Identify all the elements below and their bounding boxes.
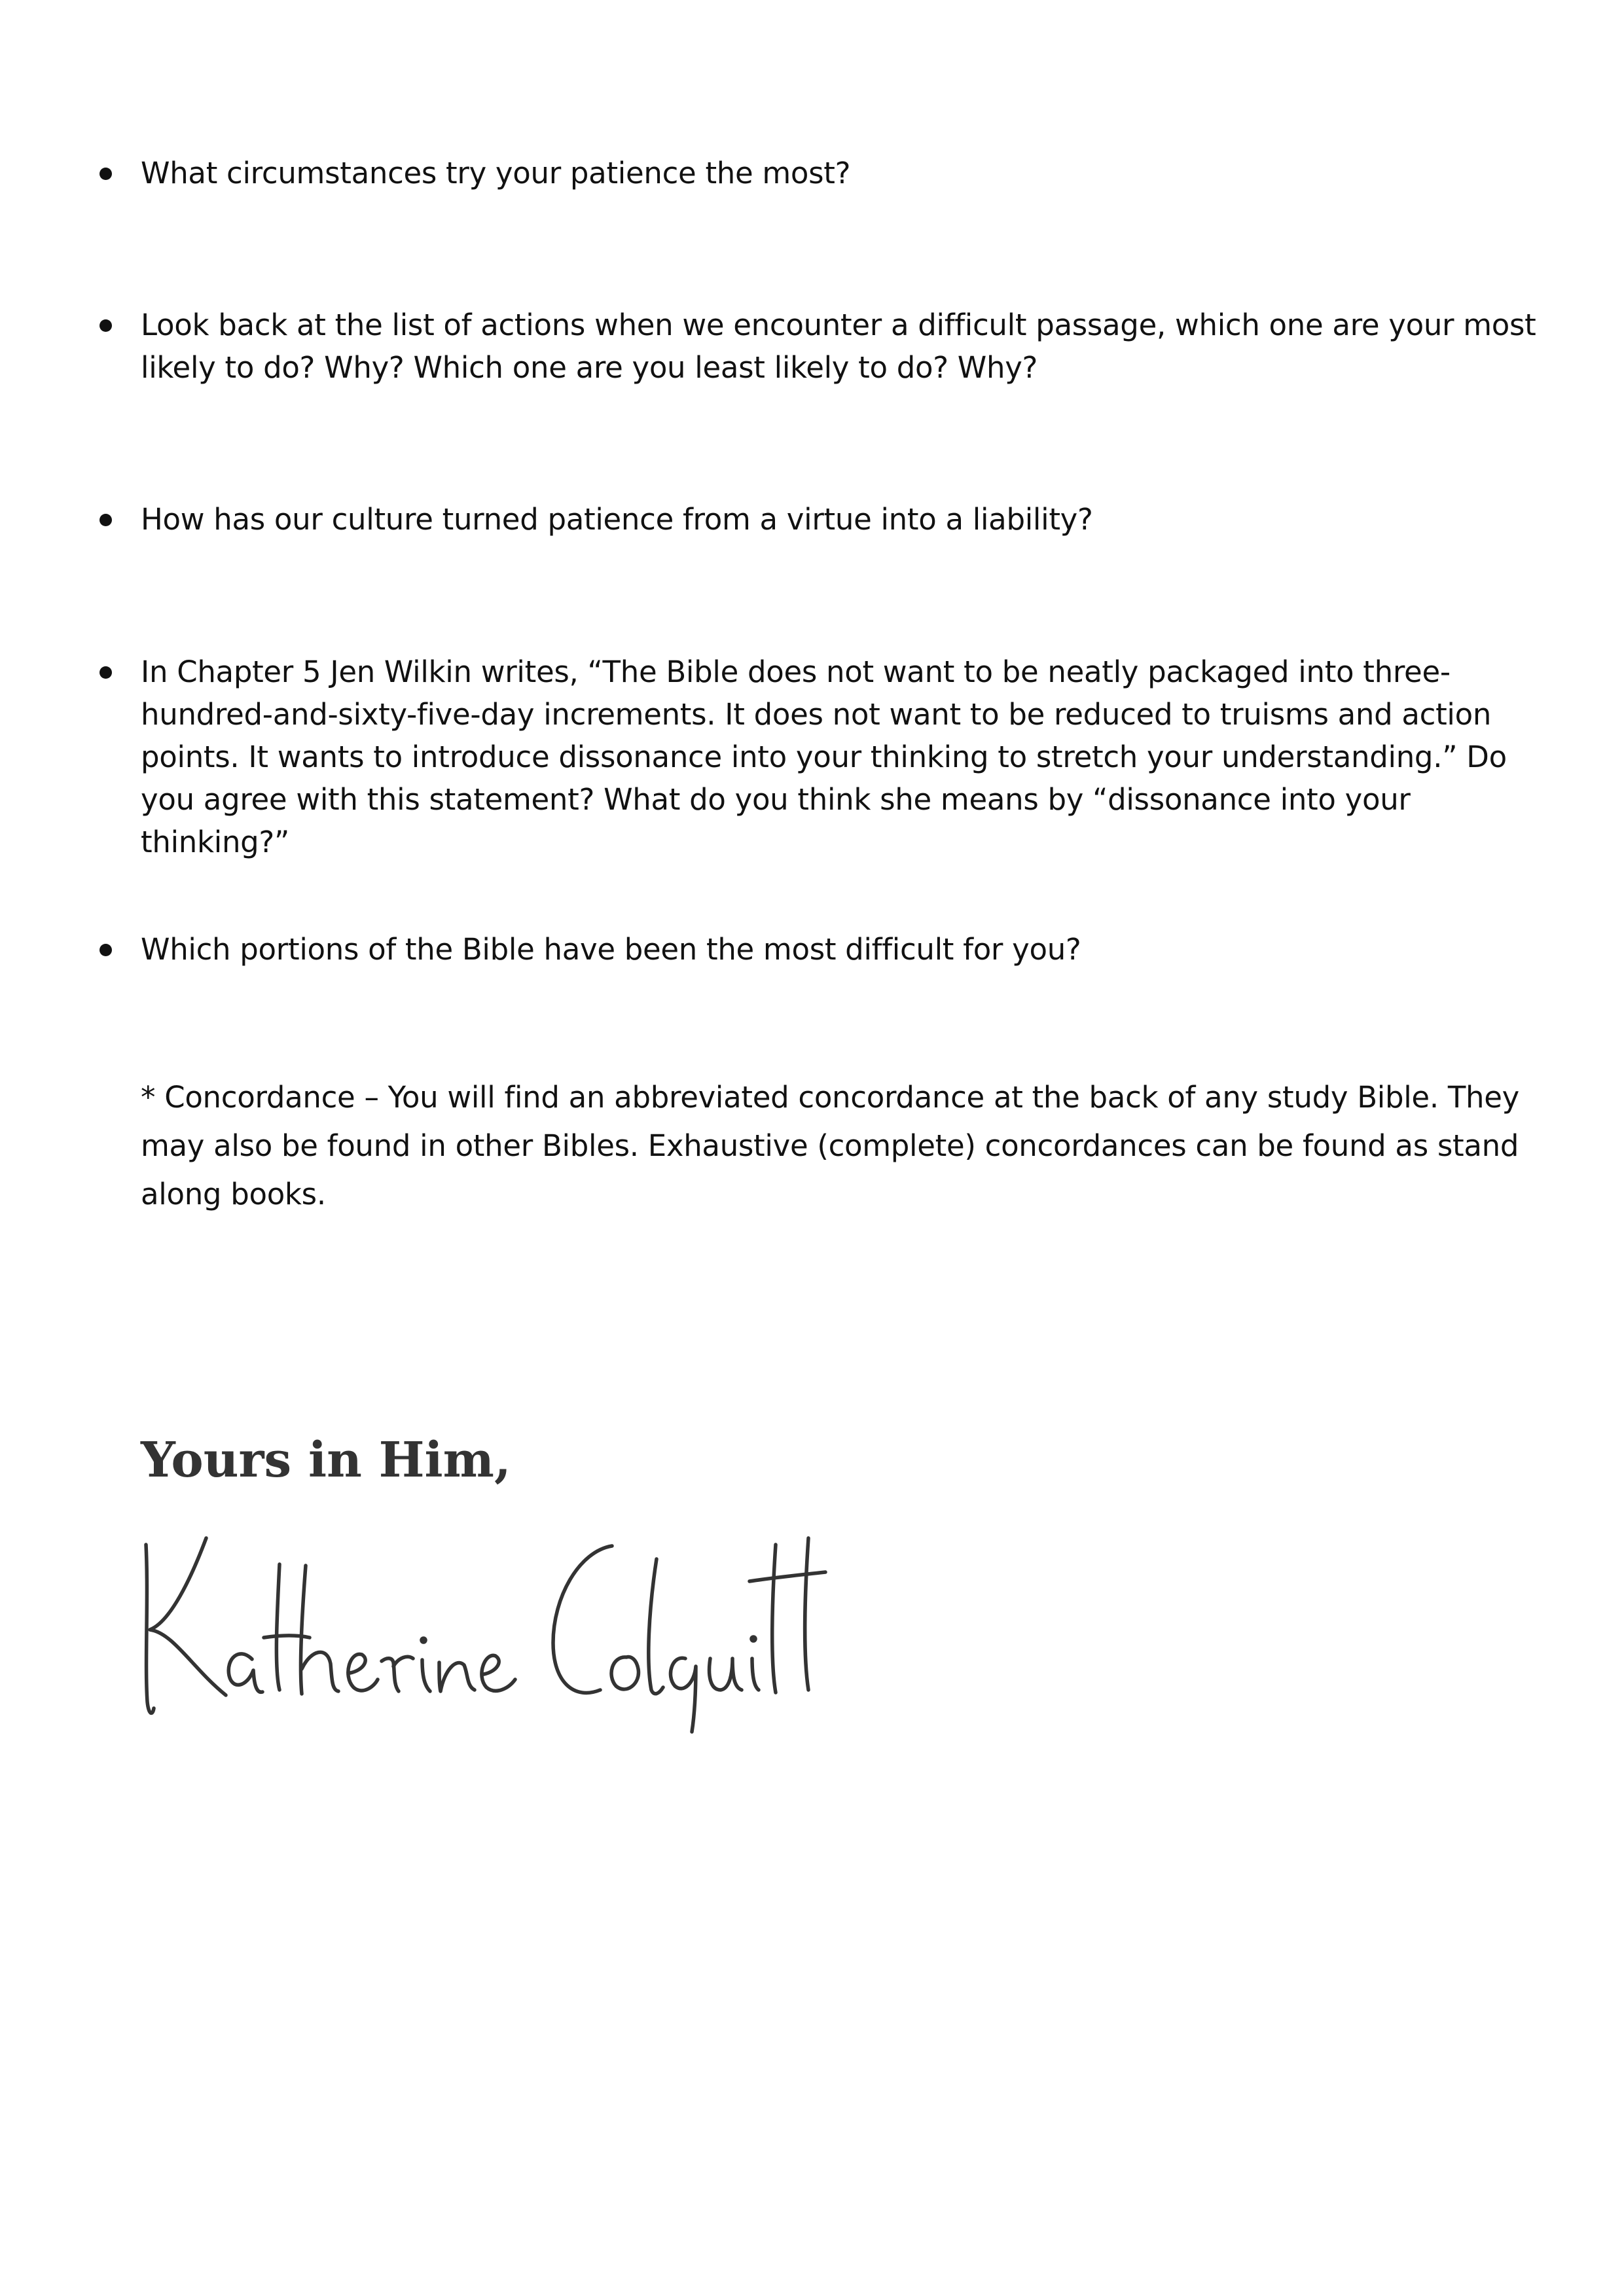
question-4: In Chapter 5 Jen Wilkin writes, “The Bible does not want to be neatly packaged into three-hundred-and-sixty-five-day increments. It does not want to be reduced to truisms and action points. It wants to introduce dissonance into your thinking to stretch your understanding.” Do you agree with this statement? What do you think she means by “dissonance into your thinking?”	[141, 655, 1507, 859]
question-2: Look back at the list of actions when we encounter a difficult passage, which one are your most likely to do? Why? Which one are you least likely to do? Why?	[141, 308, 1536, 385]
bullet-1	[99, 168, 112, 180]
question-5: Which portions of the Bible have been the most difficult for you?	[141, 932, 1081, 967]
bullet-3	[99, 514, 112, 526]
bullet-4	[99, 666, 112, 679]
bullet-2	[99, 319, 112, 332]
handwritten-signature	[134, 1518, 828, 1734]
concordance-footnote: * Concordance – You will find an abbreviated concordance at the back of any study Bible. They may also be found in other Bibles. Exhaustive (complete) concordances can be found as stand along books.	[141, 1080, 1519, 1211]
question-1: What circumstances try your patience the most?	[141, 156, 851, 190]
closing-salutation: Yours in Him,	[141, 1432, 511, 1488]
bullet-5	[99, 944, 112, 956]
question-3: How has our culture turned patience from a virtue into a liability?	[141, 502, 1093, 537]
